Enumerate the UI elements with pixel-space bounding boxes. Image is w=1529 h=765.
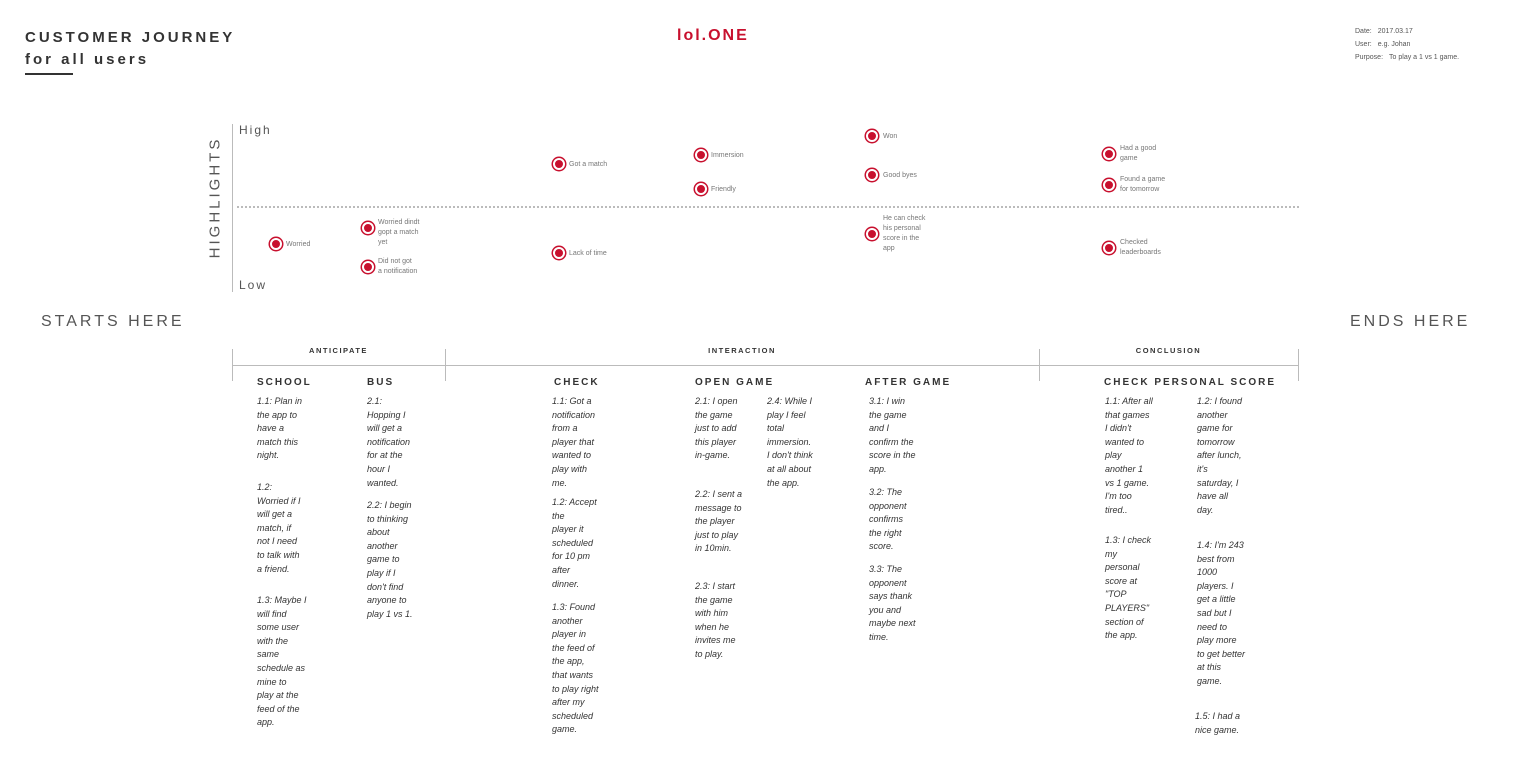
highlight-label: Won (883, 133, 898, 140)
meta-purpose: Purpose: To play a 1 vs 1 game. (1355, 54, 1460, 61)
neutral-line (237, 206, 1299, 208)
note-score-5: 1.5: I had a nice game. (1195, 711, 1241, 735)
note-score-4: 1.4: I'm 243 best from 1000 players. I get a little sad but I need to play more to get better at this game. (1197, 540, 1246, 686)
stage-after-game: AFTER GAME (865, 377, 952, 388)
note-check-2: 1.2: Accept the player it scheduled for 10 pm after dinner. (552, 497, 597, 589)
note-bus-1: 2.1: Hopping I will get a notification for at the hour I wanted. (367, 396, 411, 488)
highlight-point (270, 238, 282, 250)
highlight-label: Did not got a notification (378, 258, 418, 275)
meta-user: User: e.g. Johan (1355, 41, 1411, 48)
note-after-game-3: 3.3: The opponent says thank you and maybe next time. (869, 564, 916, 642)
highlight-label: Good byes (883, 172, 917, 179)
meta-block (1355, 25, 1459, 64)
note-open-game-3: 2.3: I start the game with him when he invites me to play. (695, 581, 736, 659)
highlight-point (362, 261, 374, 273)
note-open-game-4: 2.4: While I play I feel total immersion. I don't think at all about the app. (767, 396, 813, 488)
note-bus-2: 2.2: I begin to thinking about another game to play if I don't find anyone to play 1 vs 1. (367, 500, 413, 619)
note-school-2: 1.2: Worried if I will get a match, if not I need to talk with a friend. (257, 482, 301, 574)
low-label: Low (239, 278, 268, 292)
phase-interaction: INTERACTION (708, 346, 776, 355)
note-open-game-2: 2.2: I sent a message to the player just to play in 10min. (695, 489, 743, 554)
highlight-label: Got a match (569, 161, 608, 168)
highlight-point (553, 247, 565, 259)
highlight-label: Friendly (711, 186, 736, 193)
highlight-label: Immersion (711, 152, 744, 159)
stage-check-personal-score: CHECK PERSONAL SCORE (1104, 377, 1277, 388)
highlight-label: Lack of time (569, 250, 607, 257)
highlight-point (1103, 242, 1115, 254)
note-score-1: 1.1: After all that games I didn't wanted to play another 1 vs 1 game. I'm too tired.. (1105, 396, 1153, 515)
stage-check: CHECK (554, 377, 600, 388)
page-title (25, 27, 235, 71)
stage-bus: BUS (367, 377, 395, 388)
phase-conclusion: CONCLUSION (1135, 346, 1202, 355)
highlight-label: He can check his personal score in the app (883, 215, 926, 252)
highlight-label: Worried (286, 241, 311, 248)
highlight-point (866, 228, 878, 240)
highlight-point (866, 130, 878, 142)
phase-anticipate: ANTICIPATE (309, 346, 368, 355)
highlights-axis-title: HIGHLIGHTS (206, 136, 224, 259)
note-after-game-2: 3.2: The opponent confirms the right score. (869, 487, 907, 552)
note-score-3: 1.3: I check my personal score at "TOP PLAYERS" section of the app. (1105, 535, 1152, 641)
note-check-1: 1.1: Got a notification from a player that wanted to play with me. (552, 396, 596, 488)
title-line-2: for all users (25, 51, 150, 68)
stage-open-game: OPEN GAME (695, 377, 775, 388)
highlight-point (695, 149, 707, 161)
ends-here-label: ENDS HERE (1350, 313, 1471, 330)
high-label: High (239, 123, 272, 137)
highlights-axis-line (232, 124, 233, 292)
note-check-3: 1.3: Found another player in the feed of the app, that wants to play right after my scheduled game. (552, 602, 599, 735)
note-school-3: 1.3: Maybe I will find some user with the same schedule as mine to play at the feed of the app. (257, 595, 307, 728)
highlight-point (866, 169, 878, 181)
highlight-point (1103, 179, 1115, 191)
highlight-label: Had a good game (1120, 145, 1157, 162)
note-open-game-1: 2.1: I open the game just to add this player in-game. (695, 396, 738, 461)
phase-divider (1298, 349, 1299, 381)
title-line-1: CUSTOMER JOURNEY (25, 29, 236, 46)
highlight-label: Found a game for tomorrow (1120, 176, 1166, 193)
highlight-label: Checked leaderboards (1120, 239, 1161, 256)
highlight-point (695, 183, 707, 195)
stage-school: SCHOOL (257, 377, 312, 388)
brand-logo: lol.ONE (677, 27, 749, 44)
note-score-2: 1.2: I found another game for tomorrow after lunch, it's saturday, I have all day. (1197, 396, 1243, 515)
highlight-point (553, 158, 565, 170)
note-after-game-1: 3.1: I win the game and I confirm the score in the app. (869, 396, 916, 474)
starts-here-label: STARTS HERE (41, 313, 185, 330)
note-school-1: 1.1: Plan in the app to have a match this night. (257, 396, 303, 461)
highlight-label: Worried dindt gopt a match yet (378, 219, 420, 246)
title-underline (25, 73, 73, 75)
phase-bracket-line (232, 365, 1299, 366)
highlight-point (362, 222, 374, 234)
highlight-point (1103, 148, 1115, 160)
meta-date: Date: 2017.03.17 (1355, 28, 1413, 35)
